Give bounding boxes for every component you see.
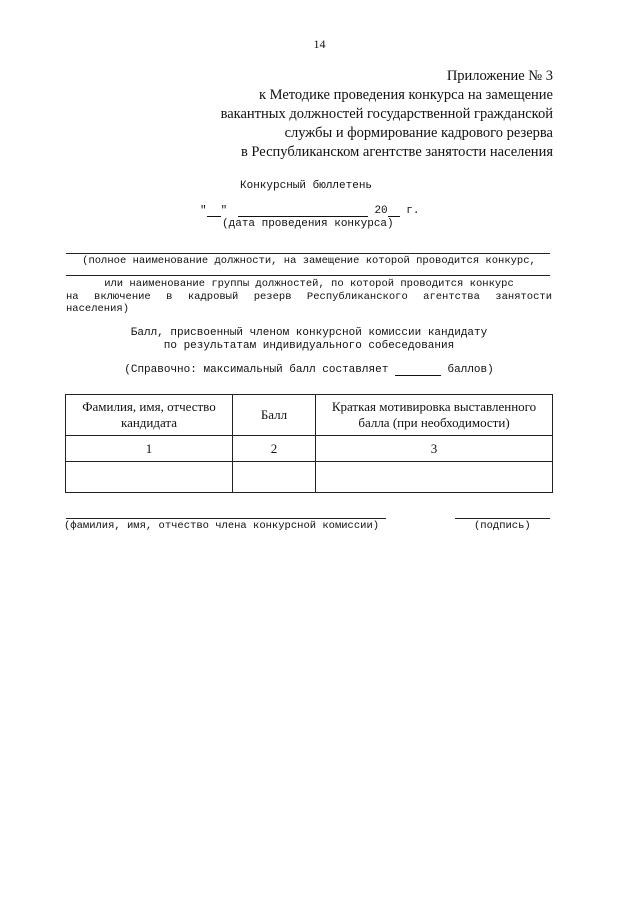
position-caption-line-4: населения): [66, 303, 130, 315]
member-name-caption: (фамилия, имя, отчество члена конкурсной комиссии): [64, 520, 380, 532]
header-candidate: Фамилия, имя, отчество кандидата: [66, 395, 233, 436]
score-caption-line-1: Балл, присвоенный членом конкурсной комиссии кандидату: [130, 327, 488, 339]
appendix-line: службы и формирование кадрового резерва: [284, 125, 553, 141]
table-row: [66, 462, 553, 493]
score-cell[interactable]: [233, 462, 316, 493]
member-name-line: [66, 518, 386, 519]
header-score: Балл: [233, 395, 316, 436]
date-quote-open: ": [200, 205, 207, 217]
date-quote-close: ": [220, 205, 228, 217]
column-number: 1: [66, 436, 233, 462]
month-blank: [238, 204, 368, 217]
score-caption-line-2: по результатам индивидуального собеседования: [163, 340, 455, 352]
max-score-blank: [395, 364, 441, 376]
table-number-row: [66, 436, 553, 462]
position-caption-line-3: на включение в кадровый резерв Республиканского агентства занятости: [66, 291, 552, 303]
year-blank: [388, 204, 400, 217]
reference-suffix: баллов): [447, 364, 494, 376]
signature-caption: (подпись): [474, 520, 531, 532]
year-suffix: г.: [406, 205, 420, 217]
year-prefix: 20: [374, 205, 388, 217]
page-number: 14: [313, 37, 326, 51]
position-caption-line-2: или наименование группы должностей, по которой проводится конкурс: [104, 278, 514, 290]
appendix-line: вакантных должностей государственной гражданской: [220, 106, 553, 122]
appendix-title: Приложение № 3: [446, 68, 553, 84]
appendix-line: к Методике проведения конкурса на замещение: [258, 87, 553, 103]
motivation-cell[interactable]: [316, 462, 553, 493]
appendix-line: в Республиканском агентстве занятости населения: [240, 144, 553, 160]
date-caption: (дата проведения конкурса): [222, 218, 394, 230]
column-number: 3: [316, 436, 553, 462]
scores-table-wrapper: [65, 394, 553, 493]
scores-table: [65, 394, 553, 493]
position-blank-line-2: [66, 275, 550, 276]
table-header-row: [66, 395, 553, 436]
header-motivation: Краткая мотивировка выставленного балла (при необходимости): [316, 395, 553, 436]
date-line: [200, 204, 419, 217]
appendix-header: [221, 67, 553, 162]
position-caption-line-1: (полное наименование должности, на замещение которой проводится конкурс,: [82, 255, 536, 267]
day-blank: [207, 204, 221, 217]
max-score-reference: [66, 364, 552, 376]
position-blank-line-1: [66, 253, 550, 254]
reference-prefix: (Справочно: максимальный балл составляет: [124, 364, 389, 376]
bulletin-title: Конкурсный бюллетень: [240, 180, 373, 192]
candidate-cell[interactable]: [66, 462, 233, 493]
signature-line: [455, 518, 550, 519]
column-number: 2: [233, 436, 316, 462]
